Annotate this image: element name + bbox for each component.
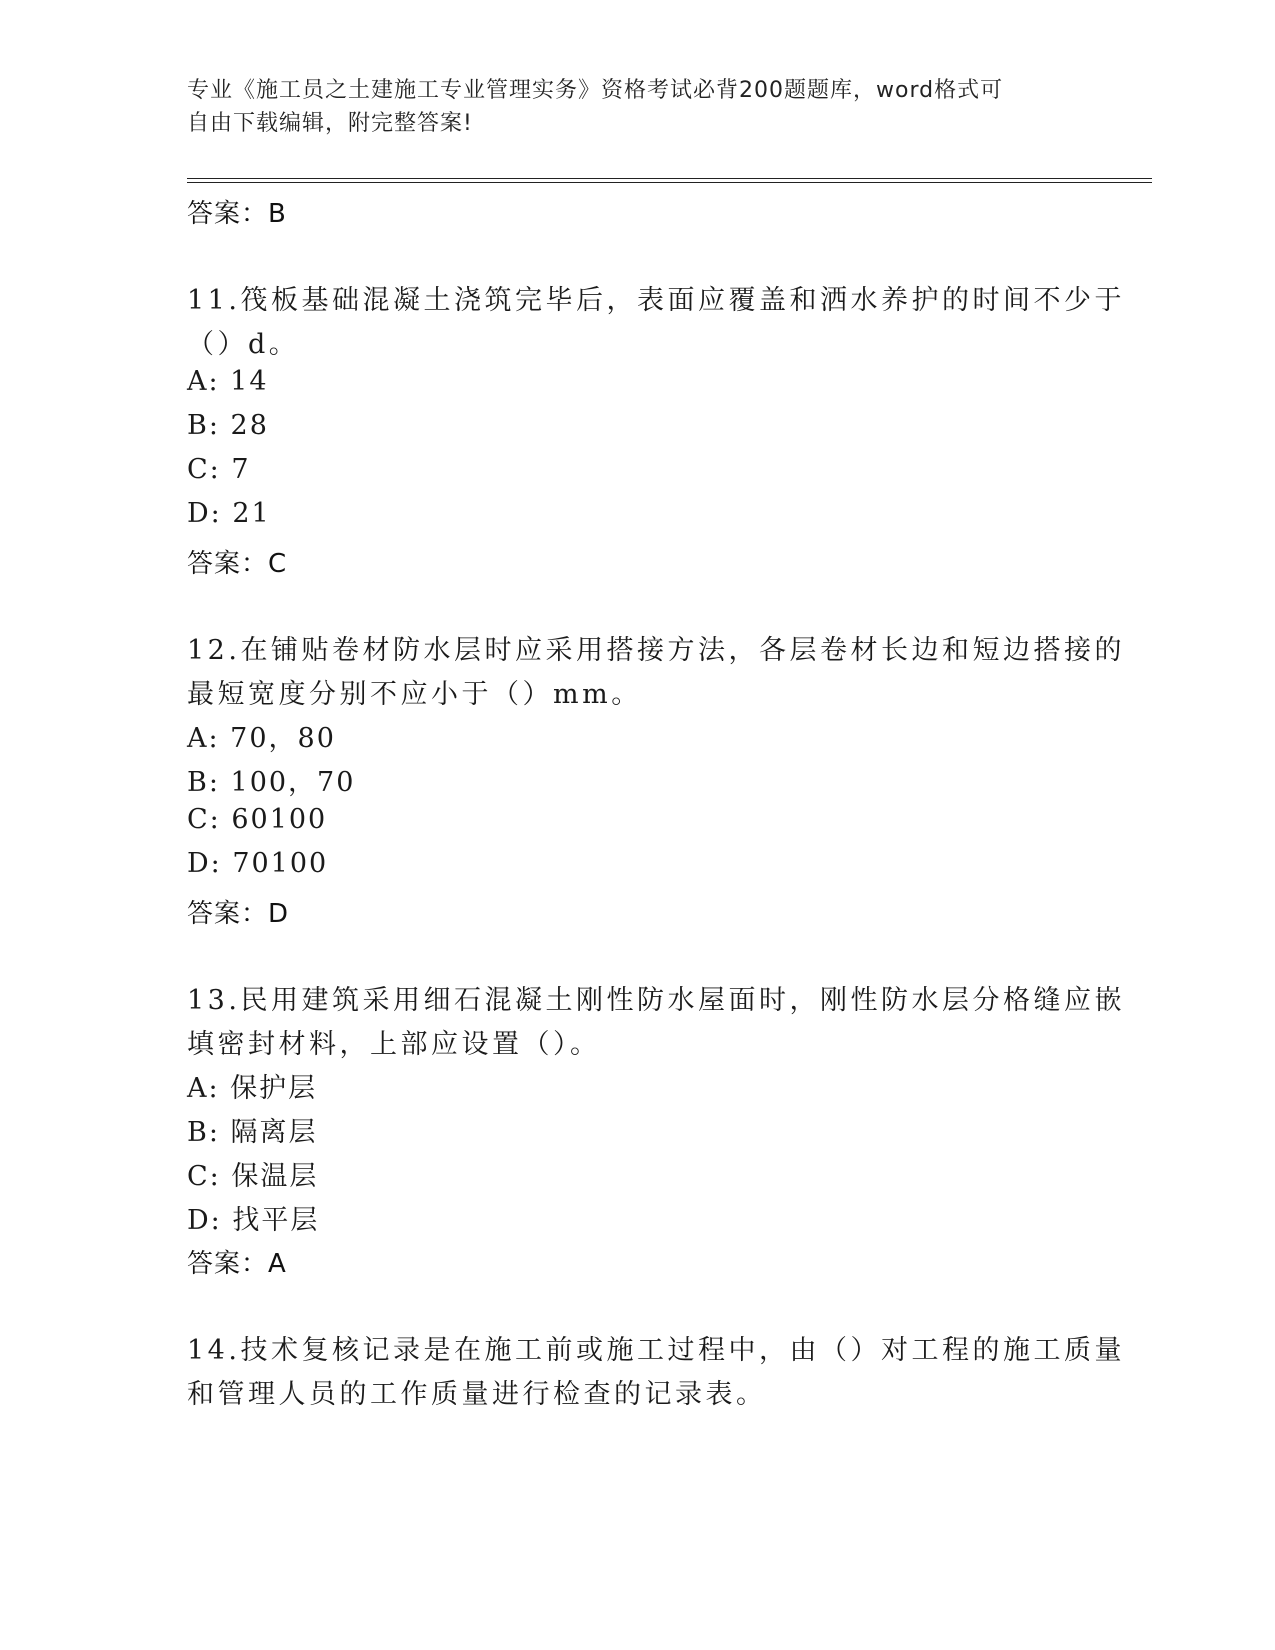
question-13-option-c: C: 保温层 (187, 1161, 319, 1192)
question-11-line-2: （）d。 (187, 329, 300, 360)
question-13-line-2: 填密封材料，上部应设置（）。 (187, 1029, 601, 1060)
question-11-option-a: A: 14 (187, 366, 269, 397)
question-12-option-a: A: 70，80 (187, 723, 336, 754)
question-14-line-1: 14.技术复核记录是在施工前或施工过程中，由（）对工程的施工质量 (187, 1335, 1125, 1366)
answer-previous: 答案：B (187, 199, 287, 229)
question-11-line-1: 11.筏板基础混凝土浇筑完毕后，表面应覆盖和洒水养护的时间不少于 (187, 285, 1125, 316)
question-13-answer: 答案：A (187, 1249, 287, 1279)
question-14-line-2: 和管理人员的工作质量进行检查的记录表。 (187, 1379, 767, 1410)
question-12-option-c: C: 60100 (187, 804, 328, 835)
question-13-line-1: 13.民用建筑采用细石混凝土刚性防水屋面时，刚性防水层分格缝应嵌 (187, 985, 1125, 1016)
question-13-option-d: D: 找平层 (187, 1205, 320, 1236)
question-13-option-b: B: 隔离层 (187, 1117, 318, 1148)
header-line-2: 自由下载编辑，附完整答案! (187, 111, 473, 136)
question-11-option-c: C: 7 (187, 454, 251, 485)
question-12-option-b: B: 100，70 (187, 767, 356, 798)
question-11-answer: 答案：C (187, 549, 288, 579)
question-12-line-2: 最短宽度分别不应小于（）mm。 (187, 679, 642, 710)
question-11-option-b: B: 28 (187, 410, 269, 441)
header-divider (187, 178, 1152, 183)
header-line-1: 专业《施工员之土建施工专业管理实务》资格考试必背200题题库，word格式可 (187, 78, 1004, 103)
question-12-answer: 答案：D (187, 899, 290, 929)
question-11-option-d: D: 21 (187, 498, 271, 529)
document-header (187, 74, 1087, 140)
question-12-option-d: D: 70100 (187, 848, 329, 879)
question-12-line-1: 12.在铺贴卷材防水层时应采用搭接方法，各层卷材长边和短边搭接的 (187, 635, 1125, 666)
question-13-option-a: A: 保护层 (187, 1073, 318, 1104)
